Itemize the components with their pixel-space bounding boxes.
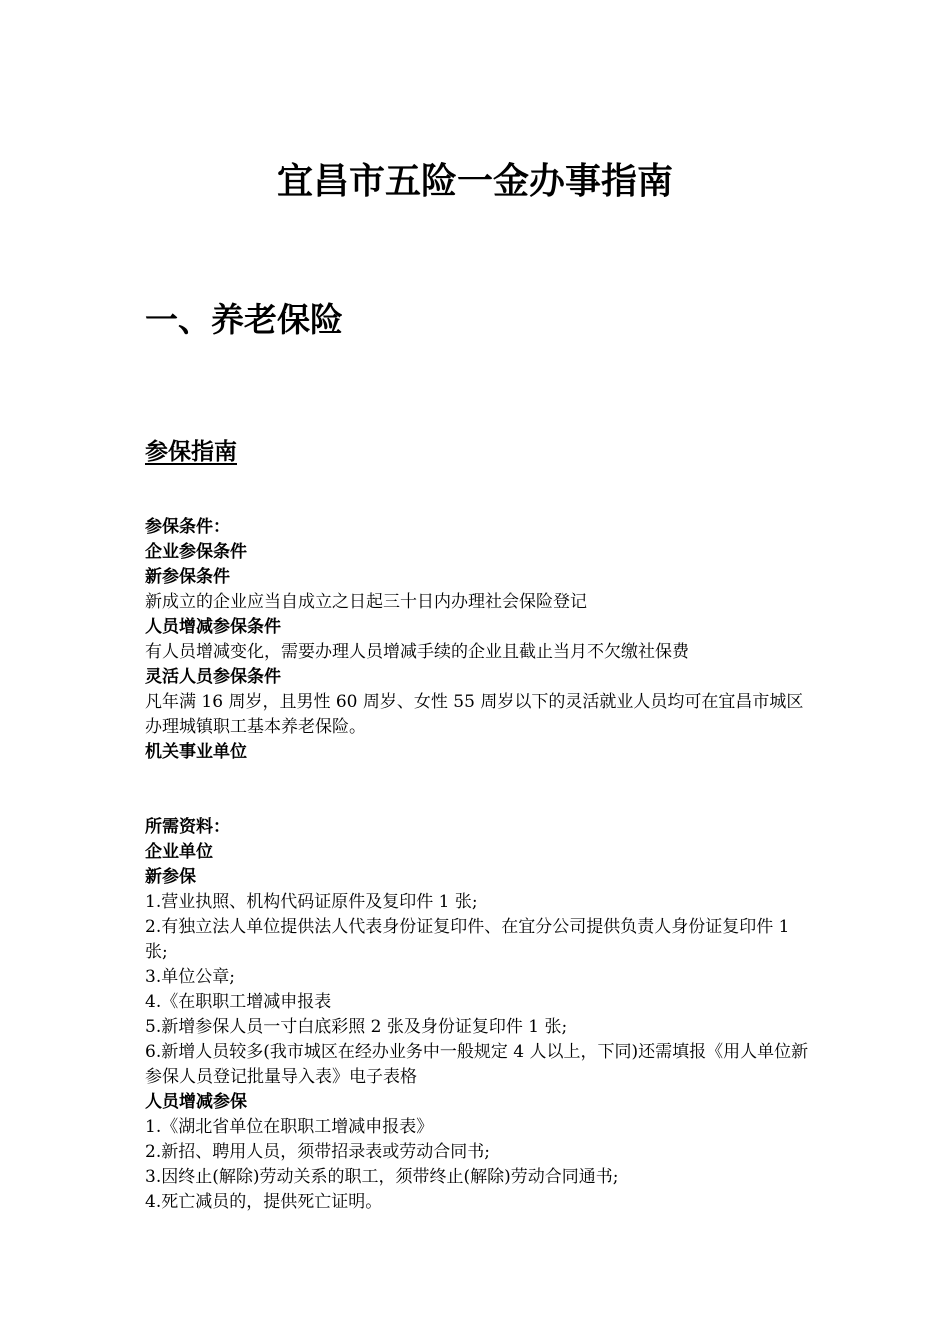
list-item: 3.因终止(解除)劳动关系的职工，须带终止(解除)劳动合同通书; (145, 1167, 619, 1187)
enterprise-conditions-heading: 企业参保条件 (145, 542, 247, 562)
materials-heading: 所需资料： (145, 817, 230, 837)
materials-block (145, 815, 810, 1215)
flexible-conditions-text: 凡年满 16 周岁，且男性 60 周岁、女性 55 周岁以下的灵活就业人员均可在宜昌市城区办理城镇职工基本养老保险。 (145, 692, 804, 737)
list-item: 6.新增人员较多(我市城区在经办业务中一般规定 4 人以上，下同)还需填报《用人单位新参保人员登记批量导入表》电子表格 (145, 1042, 809, 1087)
new-conditions-heading: 新参保条件 (145, 567, 230, 587)
enterprise-materials-heading: 企业单位 (145, 842, 213, 862)
list-item: 1.《湖北省单位在职职工增减申报表》 (145, 1117, 434, 1137)
conditions-heading: 参保条件： (145, 517, 230, 537)
list-item: 5.新增参保人员一寸白底彩照 2 张及身份证复印件 1 张; (145, 1017, 568, 1037)
subsection-title: 参保指南 (145, 439, 237, 465)
list-item: 1.营业执照、机构代码证原件及复印件 1 张; (145, 892, 478, 912)
change-materials-heading: 人员增减参保 (145, 1092, 247, 1112)
new-conditions-text: 新成立的企业应当自成立之日起三十日内办理社会保险登记 (145, 592, 587, 612)
institution-heading: 机关事业单位 (145, 742, 247, 762)
list-item: 3.单位公章; (145, 967, 235, 987)
list-item: 2.有独立法人单位提供法人代表身份证复印件、在宜分公司提供负责人身份证复印件 1 张; (145, 917, 790, 962)
conditions-block (145, 515, 810, 765)
change-conditions-text: 有人员增减变化，需要办理人员增减手续的企业且截止当月不欠缴社保费 (145, 642, 689, 662)
section-title: 一、养老保险 (145, 300, 343, 339)
flexible-conditions-heading: 灵活人员参保条件 (145, 667, 281, 687)
document-title: 宜昌市五险一金办事指南 (276, 161, 673, 202)
list-item: 4.死亡减员的，提供死亡证明。 (145, 1192, 383, 1212)
list-item: 4.《在职职工增减申报表 (145, 992, 332, 1012)
change-conditions-heading: 人员增减参保条件 (145, 617, 281, 637)
list-item: 2.新招、聘用人员，须带招录表或劳动合同书; (145, 1142, 490, 1162)
new-materials-heading: 新参保 (145, 867, 196, 887)
